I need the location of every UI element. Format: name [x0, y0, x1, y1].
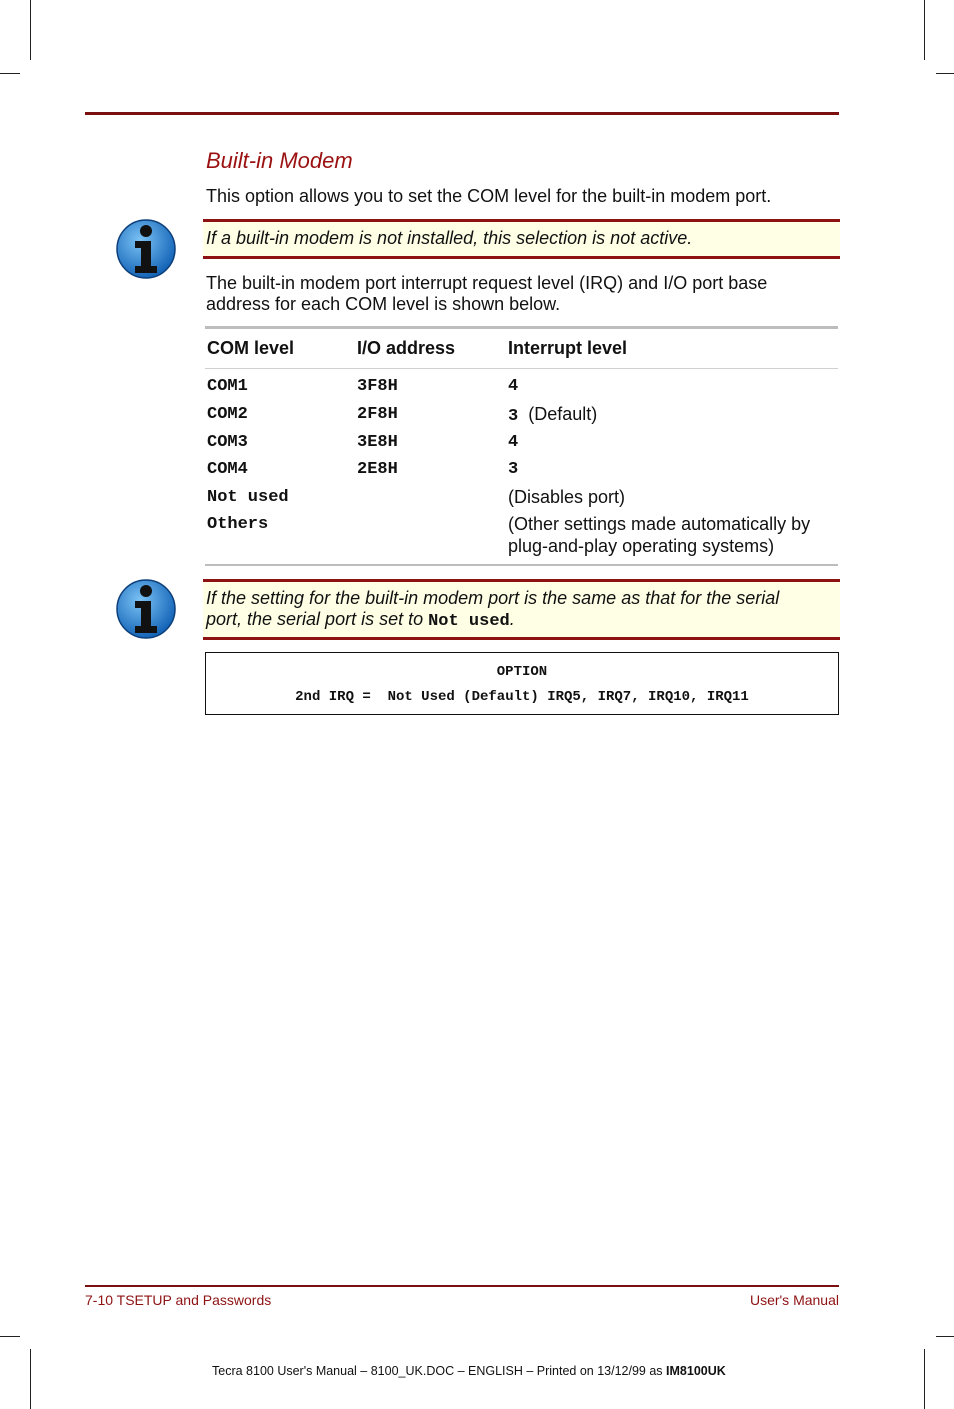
- footer-rule: [85, 1285, 839, 1287]
- crop-mark: [936, 1336, 954, 1337]
- table-cell-com: Others: [207, 515, 269, 534]
- table-bottom-rule: [205, 564, 838, 566]
- info-icon: [115, 578, 177, 640]
- option-title: OPTION: [496, 664, 548, 680]
- table-top-rule: [205, 326, 838, 329]
- table-cell-irq-note: (Other settings made automatically by plug-and-play operating systems): [508, 514, 811, 556]
- section-title: Built-in Modem: [206, 148, 353, 173]
- print-info: Tecra 8100 User's Manual – 8100_UK.DOC – ENGLISH – Printed on 13/12/99 as IM8100UK: [212, 1364, 726, 1378]
- table-cell-com: COM4: [207, 460, 248, 479]
- table-cell-io: 2E8H: [357, 460, 398, 479]
- table-cell-irq: 4: [508, 433, 519, 452]
- intro-text: This option allows you to set the COM level for the built-in modem port.: [206, 186, 772, 206]
- table-cell-com: COM3: [207, 433, 248, 452]
- note-same-setting: If the setting for the built-in modem port is the same as that for the serial port, the serial port is set to Not used.: [203, 579, 840, 640]
- crop-mark: [924, 1349, 925, 1409]
- table-cell-io: 2F8H: [357, 405, 398, 424]
- table-cell-com: Not used: [207, 488, 289, 507]
- crop-mark: [924, 0, 925, 60]
- option-line: 2nd IRQ = Not Used (Default) IRQ5, IRQ7, IRQ10, IRQ11: [295, 689, 749, 705]
- footer-manual: User's Manual: [749, 1292, 839, 1308]
- table-cell-io: 3F8H: [357, 377, 398, 396]
- note-not-installed: If a built-in modem is not installed, this selection is not active.: [203, 219, 840, 259]
- crop-mark: [30, 0, 31, 60]
- crop-mark: [0, 73, 20, 74]
- crop-mark: [936, 73, 954, 74]
- description-text: The built-in modem port interrupt request level (IRQ) and I/O port base address for each COM level is shown below.: [206, 273, 768, 314]
- table-cell-io: 3E8H: [357, 433, 398, 452]
- col-header-com-level: COM level: [207, 338, 295, 358]
- crop-mark: [0, 1336, 20, 1337]
- footer-section: 7-10 TSETUP and Passwords: [85, 1292, 272, 1308]
- table-cell-irq: 4: [508, 377, 519, 396]
- crop-mark: [30, 1349, 31, 1409]
- table-cell-irq: 3: [508, 460, 519, 479]
- table-cell-irq: 3 (Default): [508, 404, 598, 426]
- col-header-io-address: I/O address: [357, 338, 456, 358]
- table-header-rule: [205, 368, 838, 369]
- table-cell-com: COM2: [207, 405, 248, 424]
- info-icon: [115, 218, 177, 280]
- table-cell-com: COM1: [207, 377, 248, 396]
- table-cell-irq-note: (Disables port): [508, 487, 626, 507]
- header-rule: [85, 112, 839, 115]
- col-header-interrupt-level: Interrupt level: [508, 338, 628, 358]
- option-box: [205, 652, 839, 715]
